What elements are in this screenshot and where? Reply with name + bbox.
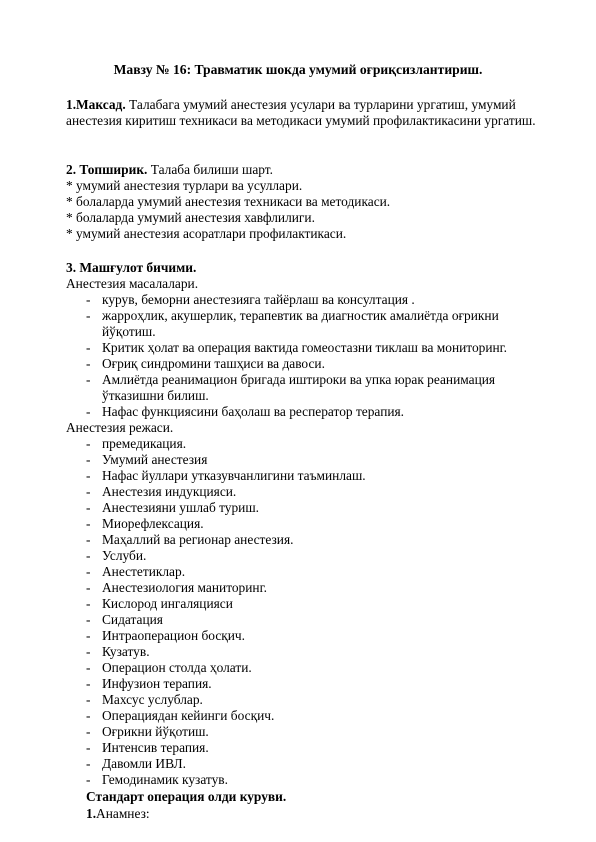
plan-item: Гемодинамик кузатув. bbox=[102, 772, 228, 787]
dash-bullet: - bbox=[86, 756, 91, 771]
dash-bullet: - bbox=[86, 340, 91, 355]
issues-subheading: Анестезия масалалари. bbox=[66, 276, 199, 291]
dash-bullet: - bbox=[86, 436, 91, 451]
goal-text: Талабага умумий анестезия усулари ва турларини ургатиш, умумий анестезия киритиш техникаси ва методикаси умумий профилактикасини ургатиш. bbox=[66, 97, 536, 128]
dash-bullet: - bbox=[86, 612, 91, 627]
plan-item: Анестезиология маниторинг. bbox=[102, 580, 267, 595]
plan-subheading: Анестезия режаси. bbox=[66, 420, 174, 435]
plan-item: Сидатация bbox=[102, 612, 163, 627]
dash-bullet: - bbox=[86, 532, 91, 547]
dash-bullet: - bbox=[86, 516, 91, 531]
issue-item: жарроҳлик, акушерлик, терапевтик ва диагностик амалиётда оғрикни йўқотиш. bbox=[102, 308, 499, 339]
section3-heading: 3. Машғулот бичими. bbox=[66, 260, 197, 275]
anamnesis-number: 1. bbox=[86, 806, 97, 821]
task-item: * умумий анестезия асоратлари профилактикаси. bbox=[66, 226, 347, 241]
dash-bullet: - bbox=[86, 292, 91, 307]
plan-item: Интенсив терапия. bbox=[102, 740, 209, 755]
plan-item: Операцион столда ҳолати. bbox=[102, 660, 252, 675]
plan-item: Интраоперацион босқич. bbox=[102, 628, 246, 643]
task-label: 2. Топширик. bbox=[66, 162, 148, 177]
goal-paragraph bbox=[66, 97, 556, 129]
dash-bullet: - bbox=[86, 644, 91, 659]
goal-label: 1.Максад. bbox=[66, 97, 126, 112]
dash-bullet: - bbox=[86, 692, 91, 707]
plan-item: Давомли ИВЛ. bbox=[102, 756, 186, 771]
dash-bullet: - bbox=[86, 548, 91, 563]
issue-item: Амлиётда реанимацион бригада иштироки ва упка юрак реанимация ўтказишни билиш. bbox=[102, 372, 496, 403]
plan-item: Анестезия индукцияси. bbox=[102, 484, 237, 499]
plan-item: Анестетиклар. bbox=[102, 564, 186, 579]
plan-item: Умумий анестезия bbox=[102, 452, 208, 467]
dash-bullet: - bbox=[86, 484, 91, 499]
dash-bullet: - bbox=[86, 628, 91, 643]
task-heading bbox=[66, 162, 273, 178]
anamnesis-line bbox=[86, 806, 150, 822]
dash-bullet: - bbox=[86, 596, 91, 611]
plan-item: Инфузион терапия. bbox=[102, 676, 212, 691]
plan-item: Маҳаллий ва регионар анестезия. bbox=[102, 532, 294, 547]
anamnesis-text: Анамнез: bbox=[96, 806, 150, 821]
dash-bullet: - bbox=[86, 452, 91, 467]
dash-bullet: - bbox=[86, 564, 91, 579]
plan-item: Нафас йуллари утказувчанлигини таъминлаш. bbox=[102, 468, 366, 483]
dash-bullet: - bbox=[86, 740, 91, 755]
standard-heading: Стандарт операция олди куруви. bbox=[86, 789, 287, 804]
dash-bullet: - bbox=[86, 308, 91, 323]
dash-bullet: - bbox=[86, 404, 91, 419]
dash-bullet: - bbox=[86, 772, 91, 787]
task-text: Талаба билиши шарт. bbox=[150, 162, 274, 177]
plan-item: Миорефлексация. bbox=[102, 516, 204, 531]
task-item: * умумий анестезия турлари ва усуллари. bbox=[66, 178, 303, 193]
plan-item: Услуби. bbox=[102, 548, 147, 563]
dash-bullet: - bbox=[86, 372, 91, 387]
issue-item: Критик ҳолат ва операция вактида гомеостазни тиклаш ва мониторинг. bbox=[102, 340, 508, 355]
plan-item: Операциядан кейинги босқич. bbox=[102, 708, 275, 723]
issue-item: Нафас функциясини баҳолаш ва респератор терапия. bbox=[102, 404, 405, 419]
dash-bullet: - bbox=[86, 708, 91, 723]
dash-bullet: - bbox=[86, 580, 91, 595]
dash-bullet: - bbox=[86, 724, 91, 739]
issue-item: курув, беморни анестезияга тайёрлаш ва консултация . bbox=[102, 292, 415, 307]
dash-bullet: - bbox=[86, 660, 91, 675]
page-title: Мавзу № 16: Травматик шокда умумий оғриқсизлантириш. bbox=[113, 62, 483, 77]
task-item: * болаларда умумий анестезия хавфлилиги. bbox=[66, 210, 315, 225]
plan-item: Оғрикни йўқотиш. bbox=[102, 724, 209, 739]
plan-item: Кислород ингаляцияси bbox=[102, 596, 233, 611]
plan-item: Анестезияни ушлаб туриш. bbox=[102, 500, 259, 515]
dash-bullet: - bbox=[86, 500, 91, 515]
dash-bullet: - bbox=[86, 468, 91, 483]
plan-item: премедикация. bbox=[102, 436, 187, 451]
plan-item: Кузатув. bbox=[102, 644, 150, 659]
task-item: * болаларда умумий анестезия техникаси ва методикаси. bbox=[66, 194, 391, 209]
plan-item: Махсус услублар. bbox=[102, 692, 203, 707]
issue-item: Оғриқ синдромини ташҳиси ва давоси. bbox=[102, 356, 325, 371]
dash-bullet: - bbox=[86, 676, 91, 691]
dash-bullet: - bbox=[86, 356, 91, 371]
